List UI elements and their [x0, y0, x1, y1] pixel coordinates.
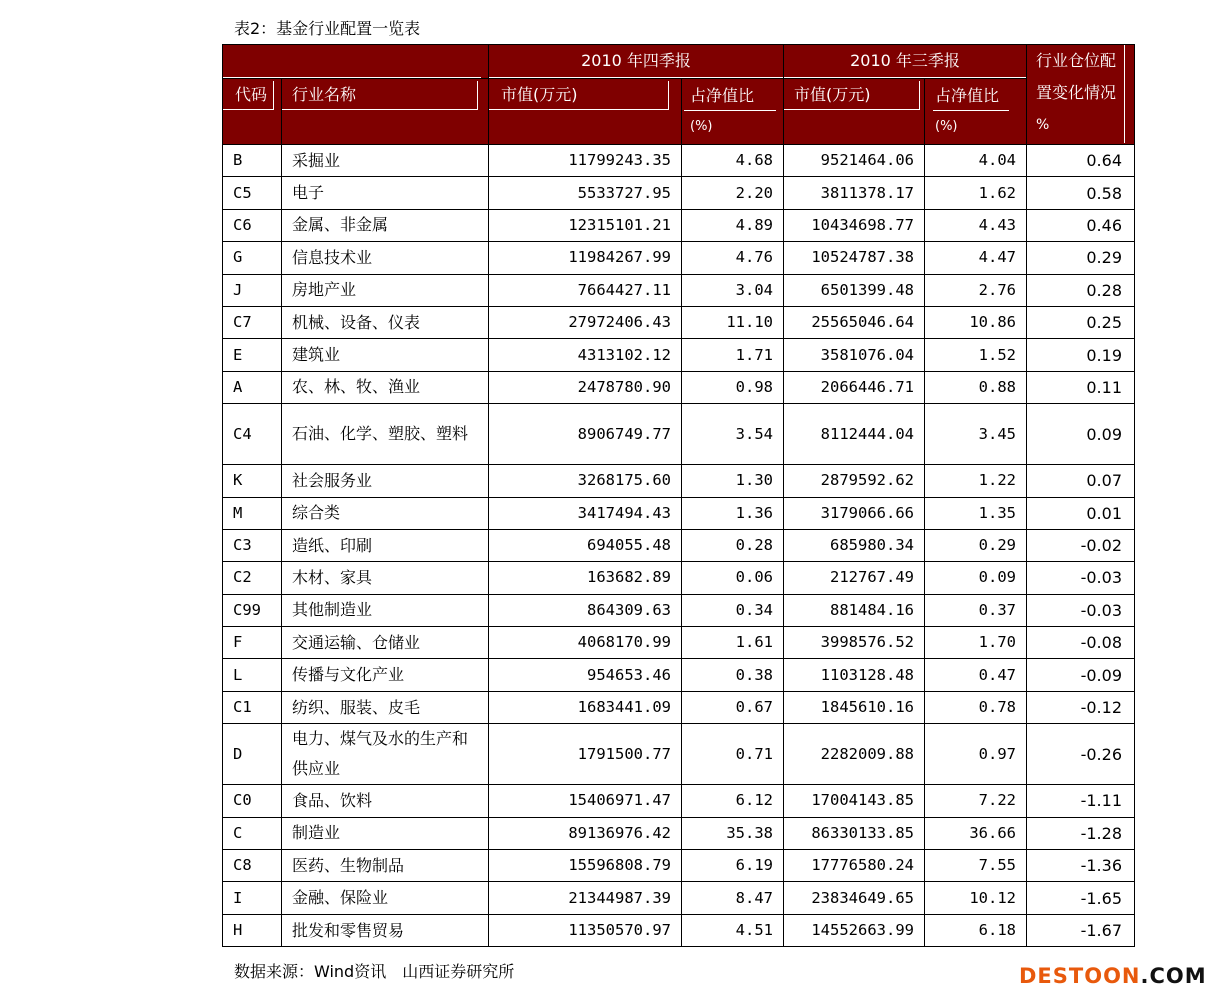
cell-q3-market-value: 17776580.24 — [784, 850, 925, 882]
cell-industry-name: 其他制造业 — [282, 594, 489, 626]
q3-ratio-header-label: 占净值比 — [935, 86, 1000, 105]
cell-industry-name: 机械、设备、仪表 — [282, 306, 489, 338]
cell-industry-name: 建筑业 — [282, 339, 489, 371]
cell-q3-nav-ratio: 1.70 — [925, 627, 1027, 659]
cell-q3-nav-ratio: 10.12 — [925, 882, 1027, 914]
cell-q4-market-value: 5533727.95 — [489, 177, 682, 209]
cell-allocation-change: -0.02 — [1027, 529, 1135, 561]
cell-q3-market-value: 685980.34 — [784, 529, 925, 561]
header-q4-group — [489, 45, 784, 79]
table-row — [223, 627, 1135, 659]
table-row — [223, 724, 1135, 785]
cell-allocation-change: 0.28 — [1027, 274, 1135, 306]
cell-q4-market-value: 1791500.77 — [489, 724, 682, 785]
cell-q4-nav-ratio: 0.67 — [682, 691, 784, 723]
table-row — [223, 529, 1135, 561]
code-header-label: 代码 — [223, 81, 274, 110]
cell-q3-market-value: 2879592.62 — [784, 465, 925, 497]
name-header-label: 行业名称 — [282, 81, 478, 110]
cell-q3-nav-ratio: 10.86 — [925, 306, 1027, 338]
cell-q3-nav-ratio: 0.78 — [925, 691, 1027, 723]
cell-q3-nav-ratio: 2.76 — [925, 274, 1027, 306]
cell-q3-market-value: 212767.49 — [784, 562, 925, 594]
cell-q4-nav-ratio: 1.71 — [682, 339, 784, 371]
cell-allocation-change: 0.11 — [1027, 371, 1135, 403]
cell-q3-market-value: 23834649.65 — [784, 882, 925, 914]
cell-q3-nav-ratio: 0.09 — [925, 562, 1027, 594]
table-row — [223, 306, 1135, 338]
cell-q3-nav-ratio: 4.04 — [925, 145, 1027, 177]
cell-code: F — [223, 627, 282, 659]
cell-q4-nav-ratio: 4.51 — [682, 914, 784, 946]
cell-q4-market-value: 3268175.60 — [489, 465, 682, 497]
cell-q4-nav-ratio: 1.61 — [682, 627, 784, 659]
cell-q4-nav-ratio: 0.28 — [682, 529, 784, 561]
cell-allocation-change: -0.26 — [1027, 724, 1135, 785]
watermark-logo — [1019, 964, 1207, 988]
table-body — [223, 145, 1135, 947]
cell-q3-market-value: 9521464.06 — [784, 145, 925, 177]
header-q3-group — [784, 45, 1027, 79]
cell-q3-nav-ratio: 7.22 — [925, 785, 1027, 817]
cell-code: E — [223, 339, 282, 371]
cell-industry-name: 食品、饮料 — [282, 785, 489, 817]
cell-q4-nav-ratio: 3.04 — [682, 274, 784, 306]
table-title: 表2：基金行业配置一览表 — [234, 19, 421, 38]
cell-code: M — [223, 497, 282, 529]
cell-industry-name: 纺织、服装、皮毛 — [282, 691, 489, 723]
cell-allocation-change: 0.29 — [1027, 242, 1135, 274]
cell-allocation-change: 0.25 — [1027, 306, 1135, 338]
cell-q4-market-value: 4313102.12 — [489, 339, 682, 371]
cell-q4-nav-ratio: 3.54 — [682, 404, 784, 465]
cell-code: C0 — [223, 785, 282, 817]
cell-q3-nav-ratio: 3.45 — [925, 404, 1027, 465]
cell-q4-nav-ratio: 0.06 — [682, 562, 784, 594]
cell-industry-name: 金属、非金属 — [282, 209, 489, 241]
table-row — [223, 274, 1135, 306]
table-row — [223, 850, 1135, 882]
cell-code: C6 — [223, 209, 282, 241]
cell-code: C1 — [223, 691, 282, 723]
cell-code: H — [223, 914, 282, 946]
cell-code: G — [223, 242, 282, 274]
cell-code: J — [223, 274, 282, 306]
cell-q4-nav-ratio: 4.89 — [682, 209, 784, 241]
cell-q4-market-value: 7664427.11 — [489, 274, 682, 306]
cell-q3-nav-ratio: 0.88 — [925, 371, 1027, 403]
cell-q3-market-value: 8112444.04 — [784, 404, 925, 465]
cell-q4-nav-ratio: 6.12 — [682, 785, 784, 817]
q3-ratio-unit: (%) — [935, 119, 958, 134]
cell-code: C3 — [223, 529, 282, 561]
cell-industry-name: 造纸、印刷 — [282, 529, 489, 561]
cell-code: A — [223, 371, 282, 403]
change-header-line2: 置变化情况 — [1036, 83, 1117, 102]
table-row — [223, 562, 1135, 594]
cell-allocation-change: -0.08 — [1027, 627, 1135, 659]
cell-industry-name: 采掘业 — [282, 145, 489, 177]
cell-q3-market-value: 6501399.48 — [784, 274, 925, 306]
cell-q4-market-value: 694055.48 — [489, 529, 682, 561]
cell-allocation-change: 0.09 — [1027, 404, 1135, 465]
cell-q3-market-value: 1103128.48 — [784, 659, 925, 691]
table-row — [223, 209, 1135, 241]
cell-q3-nav-ratio: 1.22 — [925, 465, 1027, 497]
cell-q3-nav-ratio: 0.29 — [925, 529, 1027, 561]
cell-q3-nav-ratio: 1.52 — [925, 339, 1027, 371]
cell-allocation-change: -1.65 — [1027, 882, 1135, 914]
header-name — [282, 79, 489, 145]
cell-code: C99 — [223, 594, 282, 626]
watermark-part1: DESTOON — [1019, 964, 1141, 988]
q4-ratio-header-label: 占净值比 — [690, 86, 755, 105]
cell-q3-nav-ratio: 0.97 — [925, 724, 1027, 785]
cell-q4-nav-ratio: 1.36 — [682, 497, 784, 529]
cell-q4-nav-ratio: 8.47 — [682, 882, 784, 914]
cell-industry-name: 电子 — [282, 177, 489, 209]
cell-q3-market-value: 17004143.85 — [784, 785, 925, 817]
table-row — [223, 817, 1135, 849]
cell-code: C2 — [223, 562, 282, 594]
q4-value-header-label: 市值(万元) — [489, 81, 669, 110]
cell-industry-name: 木材、家具 — [282, 562, 489, 594]
table-row — [223, 404, 1135, 465]
cell-code: C5 — [223, 177, 282, 209]
cell-industry-name: 社会服务业 — [282, 465, 489, 497]
cell-q4-nav-ratio: 4.76 — [682, 242, 784, 274]
cell-q3-market-value: 2282009.88 — [784, 724, 925, 785]
cell-q4-market-value: 15596808.79 — [489, 850, 682, 882]
cell-q3-market-value: 86330133.85 — [784, 817, 925, 849]
table-row — [223, 785, 1135, 817]
table-row — [223, 914, 1135, 946]
q3-group-label: 2010 年三季报 — [850, 51, 960, 70]
cell-q4-market-value: 89136976.42 — [489, 817, 682, 849]
cell-allocation-change: 0.19 — [1027, 339, 1135, 371]
cell-q4-nav-ratio: 0.34 — [682, 594, 784, 626]
cell-q4-nav-ratio: 1.30 — [682, 465, 784, 497]
cell-industry-name: 信息技术业 — [282, 242, 489, 274]
cell-industry-name: 综合类 — [282, 497, 489, 529]
table-row — [223, 882, 1135, 914]
cell-code: C7 — [223, 306, 282, 338]
cell-q4-market-value: 3417494.43 — [489, 497, 682, 529]
cell-q3-nav-ratio: 4.47 — [925, 242, 1027, 274]
cell-industry-name: 传播与文化产业 — [282, 659, 489, 691]
q4-group-label: 2010 年四季报 — [581, 51, 691, 70]
table-row — [223, 242, 1135, 274]
table-row — [223, 371, 1135, 403]
cell-q3-market-value: 10434698.77 — [784, 209, 925, 241]
table-row — [223, 145, 1135, 177]
table-row — [223, 339, 1135, 371]
cell-industry-name: 制造业 — [282, 817, 489, 849]
cell-q4-market-value: 864309.63 — [489, 594, 682, 626]
cell-industry-name: 电力、煤气及水的生产和供应业 — [282, 724, 489, 785]
cell-q3-market-value: 3811378.17 — [784, 177, 925, 209]
cell-q4-nav-ratio: 35.38 — [682, 817, 784, 849]
cell-allocation-change: 0.64 — [1027, 145, 1135, 177]
cell-allocation-change: -0.03 — [1027, 594, 1135, 626]
table-row — [223, 465, 1135, 497]
cell-q4-nav-ratio: 4.68 — [682, 145, 784, 177]
cell-q3-nav-ratio: 6.18 — [925, 914, 1027, 946]
cell-q3-market-value: 3998576.52 — [784, 627, 925, 659]
cell-q3-market-value: 14552663.99 — [784, 914, 925, 946]
cell-industry-name: 石油、化学、塑胶、塑料 — [282, 404, 489, 465]
cell-q4-market-value: 1683441.09 — [489, 691, 682, 723]
header-q4-value — [489, 79, 682, 145]
cell-allocation-change: -1.36 — [1027, 850, 1135, 882]
cell-q3-nav-ratio: 1.62 — [925, 177, 1027, 209]
cell-code: C — [223, 817, 282, 849]
cell-q4-nav-ratio: 2.20 — [682, 177, 784, 209]
cell-q4-nav-ratio: 0.38 — [682, 659, 784, 691]
cell-allocation-change: -1.28 — [1027, 817, 1135, 849]
cell-q4-market-value: 11799243.35 — [489, 145, 682, 177]
header-q3-ratio — [925, 79, 1027, 145]
cell-code: L — [223, 659, 282, 691]
header-change — [1027, 45, 1135, 145]
cell-q3-market-value: 10524787.38 — [784, 242, 925, 274]
table-row — [223, 497, 1135, 529]
cell-q4-market-value: 11350570.97 — [489, 914, 682, 946]
table-row — [223, 594, 1135, 626]
cell-industry-name: 房地产业 — [282, 274, 489, 306]
cell-industry-name: 金融、保险业 — [282, 882, 489, 914]
cell-q4-market-value: 27972406.43 — [489, 306, 682, 338]
cell-q3-market-value: 3581076.04 — [784, 339, 925, 371]
cell-code: K — [223, 465, 282, 497]
cell-q4-market-value: 163682.89 — [489, 562, 682, 594]
data-source-note: 数据来源：Wind资讯 山西证券研究所 — [234, 962, 515, 981]
cell-q3-nav-ratio: 0.47 — [925, 659, 1027, 691]
cell-q4-market-value: 4068170.99 — [489, 627, 682, 659]
cell-allocation-change: 0.01 — [1027, 497, 1135, 529]
cell-industry-name: 农、林、牧、渔业 — [282, 371, 489, 403]
cell-code: B — [223, 145, 282, 177]
cell-q4-nav-ratio: 0.71 — [682, 724, 784, 785]
cell-q3-market-value: 3179066.66 — [784, 497, 925, 529]
header-q4-ratio — [682, 79, 784, 145]
cell-q3-market-value: 1845610.16 — [784, 691, 925, 723]
cell-allocation-change: 0.07 — [1027, 465, 1135, 497]
cell-code: C8 — [223, 850, 282, 882]
cell-allocation-change: -0.12 — [1027, 691, 1135, 723]
watermark-part2: .COM — [1140, 964, 1207, 988]
header-code — [223, 79, 282, 145]
change-header-line3: % — [1036, 117, 1050, 133]
cell-industry-name: 医药、生物制品 — [282, 850, 489, 882]
header-blank-cell — [223, 45, 489, 79]
cell-q3-market-value: 2066446.71 — [784, 371, 925, 403]
cell-allocation-change: -1.67 — [1027, 914, 1135, 946]
q3-value-header-label: 市值(万元) — [784, 81, 920, 110]
cell-q3-nav-ratio: 7.55 — [925, 850, 1027, 882]
cell-code: C4 — [223, 404, 282, 465]
table-row — [223, 691, 1135, 723]
cell-q3-nav-ratio: 1.35 — [925, 497, 1027, 529]
cell-allocation-change: -0.03 — [1027, 562, 1135, 594]
cell-q4-market-value: 15406971.47 — [489, 785, 682, 817]
cell-q4-nav-ratio: 11.10 — [682, 306, 784, 338]
cell-q4-market-value: 8906749.77 — [489, 404, 682, 465]
cell-q3-market-value: 25565046.64 — [784, 306, 925, 338]
cell-q4-market-value: 21344987.39 — [489, 882, 682, 914]
cell-allocation-change: -0.09 — [1027, 659, 1135, 691]
cell-allocation-change: 0.58 — [1027, 177, 1135, 209]
cell-code: I — [223, 882, 282, 914]
cell-q3-market-value: 881484.16 — [784, 594, 925, 626]
cell-q4-nav-ratio: 6.19 — [682, 850, 784, 882]
cell-q3-nav-ratio: 36.66 — [925, 817, 1027, 849]
cell-industry-name: 批发和零售贸易 — [282, 914, 489, 946]
cell-code: D — [223, 724, 282, 785]
header-q3-value — [784, 79, 925, 145]
change-header-line1: 行业仓位配 — [1036, 51, 1117, 70]
cell-q3-nav-ratio: 4.43 — [925, 209, 1027, 241]
cell-industry-name: 交通运输、仓储业 — [282, 627, 489, 659]
cell-allocation-change: -1.11 — [1027, 785, 1135, 817]
cell-q4-market-value: 12315101.21 — [489, 209, 682, 241]
cell-allocation-change: 0.46 — [1027, 209, 1135, 241]
cell-q4-market-value: 954653.46 — [489, 659, 682, 691]
cell-q4-market-value: 11984267.99 — [489, 242, 682, 274]
cell-q3-nav-ratio: 0.37 — [925, 594, 1027, 626]
table-row — [223, 177, 1135, 209]
table-row — [223, 659, 1135, 691]
cell-q4-market-value: 2478780.90 — [489, 371, 682, 403]
cell-q4-nav-ratio: 0.98 — [682, 371, 784, 403]
industry-allocation-table — [222, 44, 1135, 947]
q4-ratio-unit: (%) — [690, 119, 713, 134]
